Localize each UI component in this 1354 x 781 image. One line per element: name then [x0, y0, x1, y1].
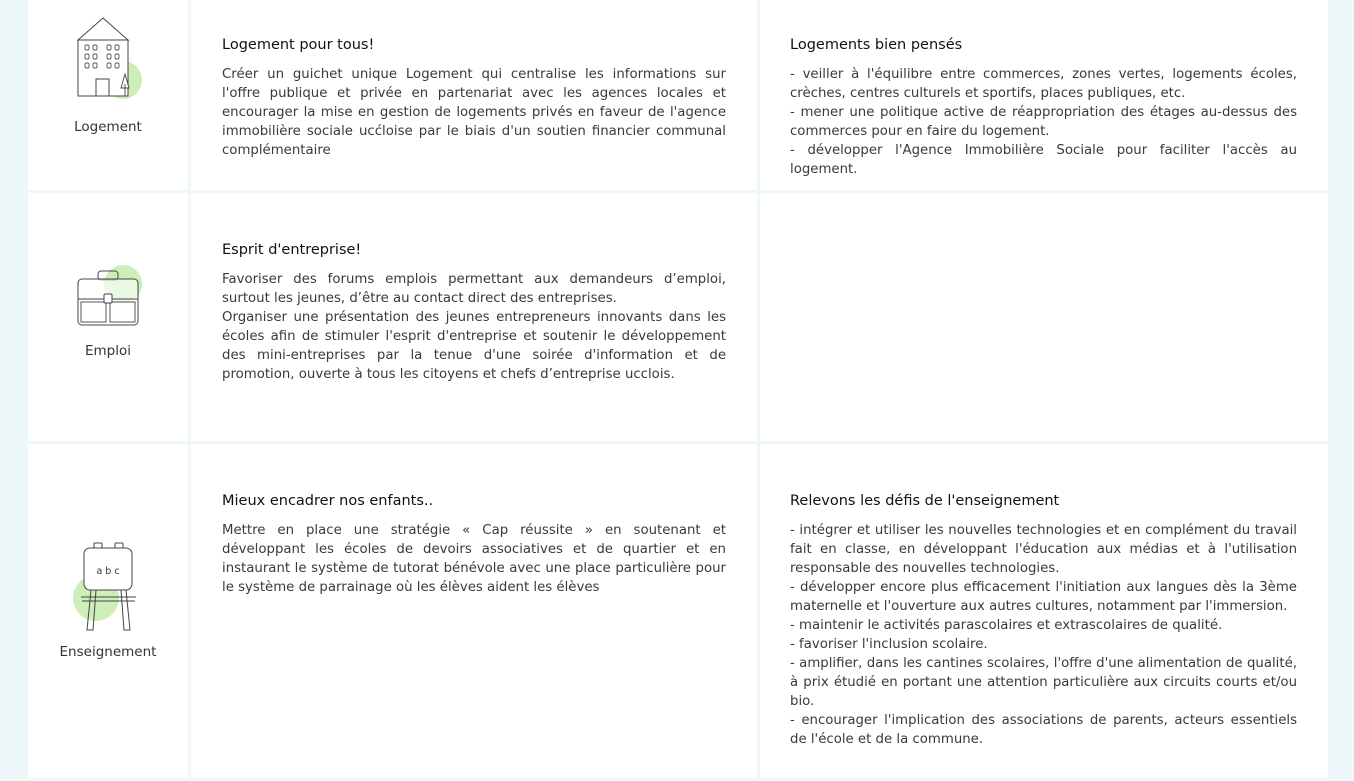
building-icon	[63, 14, 153, 109]
proposal-paragraph: - encourager l'implication des associations de parents, acteurs essentiels de l'école et de la commune.	[790, 713, 1297, 747]
proposal-title: Logements bien pensés	[790, 37, 963, 53]
proposal-card-enseignement-right	[760, 444, 1328, 778]
program-grid	[28, 0, 1328, 781]
easel-board-icon	[63, 539, 153, 634]
proposal-card-emploi-right-empty	[760, 193, 1328, 441]
proposal-paragraph: Créer un guichet unique Logement qui centralise les informations sur l'offre publique et privée en partenariat avec les agences locales et encourager la mise en gestion de logements privés en faveur de l'agence immobilière sociale ucćloise par le biais d'un soutien financier communal complémentaire	[222, 67, 726, 158]
proposal-body	[222, 270, 726, 384]
program-row-enseignement	[28, 444, 1328, 778]
proposal-card-emploi-left	[191, 193, 757, 441]
board-text: a b c	[96, 566, 120, 577]
proposal-card-enseignement-left	[191, 444, 757, 778]
proposal-body	[222, 521, 726, 597]
proposal-title: Relevons les défis de l'enseignement	[790, 493, 1060, 509]
proposal-paragraph: - mener une politique active de réappropriation des étages au-dessus des commerces pour en faire du logement.	[790, 105, 1297, 139]
category-label: Enseignement	[59, 644, 157, 660]
category-cell-logement	[28, 0, 188, 190]
proposal-paragraph: - développer encore plus efficacement l'initiation aux langues dès la 3ème maternelle et l'ouverture aux autres cultures, notamment par l'immersion.	[790, 580, 1297, 614]
proposal-paragraph: - veiller à l'équilibre entre commerces, zones vertes, logements écoles, crèches, centres culturels et sportifs, places publiques, etc.	[790, 67, 1297, 101]
category-label: Logement	[74, 119, 142, 135]
category-cell-enseignement	[28, 444, 188, 778]
proposal-paragraph: Organiser une présentation des jeunes entrepreneurs innovants dans les écoles afin de stimuler l'esprit d'entreprise et soutenir le développement des mini-entreprises par la tenue d'une soirée d'information et de promotion, ouverte à tous les citoyens et chefs d’entreprise ucclois.	[222, 310, 726, 382]
briefcase-icon	[63, 263, 153, 333]
program-row-logement	[28, 0, 1328, 190]
category-cell-emploi	[28, 193, 188, 441]
proposal-paragraph: - amplifier, dans les cantines scolaires, l'offre d'une alimentation de qualité, à prix étudié en portant une attention particulière aux circuits courts et/ou bio.	[790, 656, 1297, 709]
proposal-card-logement-right	[760, 0, 1328, 190]
proposal-title: Mieux encadrer nos enfants..	[222, 493, 434, 509]
proposal-paragraph: Mettre en place une stratégie « Cap réussite » en soutenant et développant les écoles de devoirs associatives et de quartier et en instaurant le système de tutorat bénévole avec une place particulière pour le système de parrainage où les élèves aident les élèves	[222, 523, 726, 595]
proposal-paragraph: Favoriser des forums emplois permettant aux demandeurs d’emploi, surtout les jeunes, d’être au contact direct des entreprises.	[222, 272, 726, 306]
proposal-body	[790, 65, 1297, 179]
proposal-card-logement-left	[191, 0, 757, 190]
proposal-paragraph: - maintenir le activités parascolaires et extrascolaires de qualité.	[790, 618, 1223, 633]
proposal-title: Logement pour tous!	[222, 37, 375, 53]
proposal-paragraph: - intégrer et utiliser les nouvelles technologies et en complément du travail fait en classe, en développant l'éducation aux médias et à l'utilisation responsable des nouvelles technologies.	[790, 523, 1297, 576]
proposal-body	[790, 521, 1297, 749]
proposal-body	[222, 65, 726, 160]
proposal-paragraph: - développer l'Agence Immobilière Sociale pour faciliter l'accès au logement.	[790, 143, 1297, 177]
proposal-paragraph: - favoriser l'inclusion scolaire.	[790, 637, 988, 652]
program-row-emploi	[28, 193, 1328, 441]
proposal-title: Esprit d'entreprise!	[222, 242, 362, 258]
category-label: Emploi	[84, 343, 131, 359]
